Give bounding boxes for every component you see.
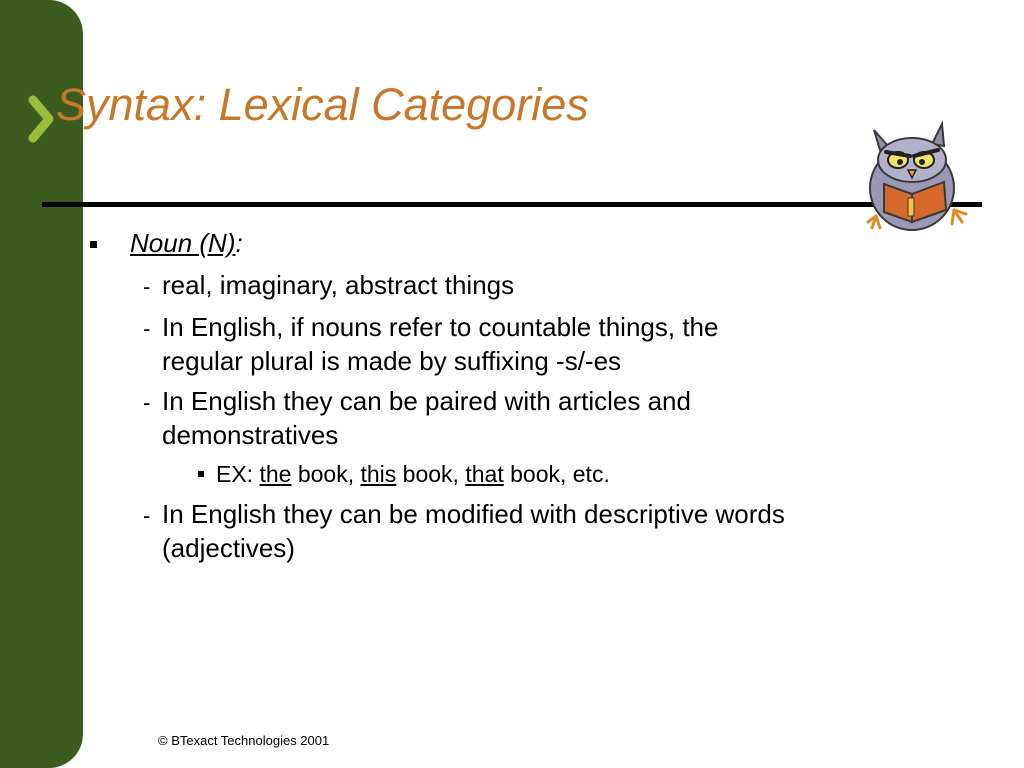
- bullet-level1: [130, 228, 243, 259]
- example-text: book, etc.: [503, 461, 610, 487]
- bullet-dash-marker: -: [143, 274, 151, 299]
- example-word-this: this: [360, 461, 397, 487]
- bullet-dash-marker: -: [143, 390, 151, 415]
- bullet-dash-marker: -: [143, 503, 151, 528]
- bullet-level3-example: [216, 461, 610, 488]
- owl-reading-book-icon: [862, 118, 974, 236]
- term-colon: :: [235, 228, 243, 258]
- bullet-level2-item: In English they can be modified with descriptive words: [162, 499, 785, 529]
- slide-title: Syntax: Lexical Categories: [56, 79, 589, 130]
- chevron-right-icon: [27, 94, 57, 144]
- copyright-footer: © BTexact Technologies 2001: [158, 733, 330, 748]
- bullet-level2-item-continuation: regular plural is made by suffixing -s/-es: [162, 346, 622, 376]
- example-prefix: EX:: [216, 461, 260, 487]
- bullet-square-marker: [198, 471, 204, 477]
- example-text: book,: [291, 461, 361, 487]
- example-text: book,: [396, 461, 466, 487]
- example-word-the: the: [259, 461, 292, 487]
- term-noun: Noun (N): [130, 228, 236, 258]
- bullet-level2-item-continuation: demonstratives: [162, 420, 339, 450]
- bullet-dash-marker: -: [143, 316, 151, 341]
- bullet-level2-item-continuation: (adjectives): [162, 533, 295, 563]
- bullet-level2-item: In English they can be paired with articles and: [162, 386, 691, 416]
- bullet-square-marker: [90, 241, 97, 248]
- title-divider: [42, 202, 982, 207]
- bullet-level2-item: In English, if nouns refer to countable things, the: [162, 312, 719, 342]
- bullet-level2-item: real, imaginary, abstract things: [162, 270, 515, 300]
- example-word-that: that: [465, 461, 504, 487]
